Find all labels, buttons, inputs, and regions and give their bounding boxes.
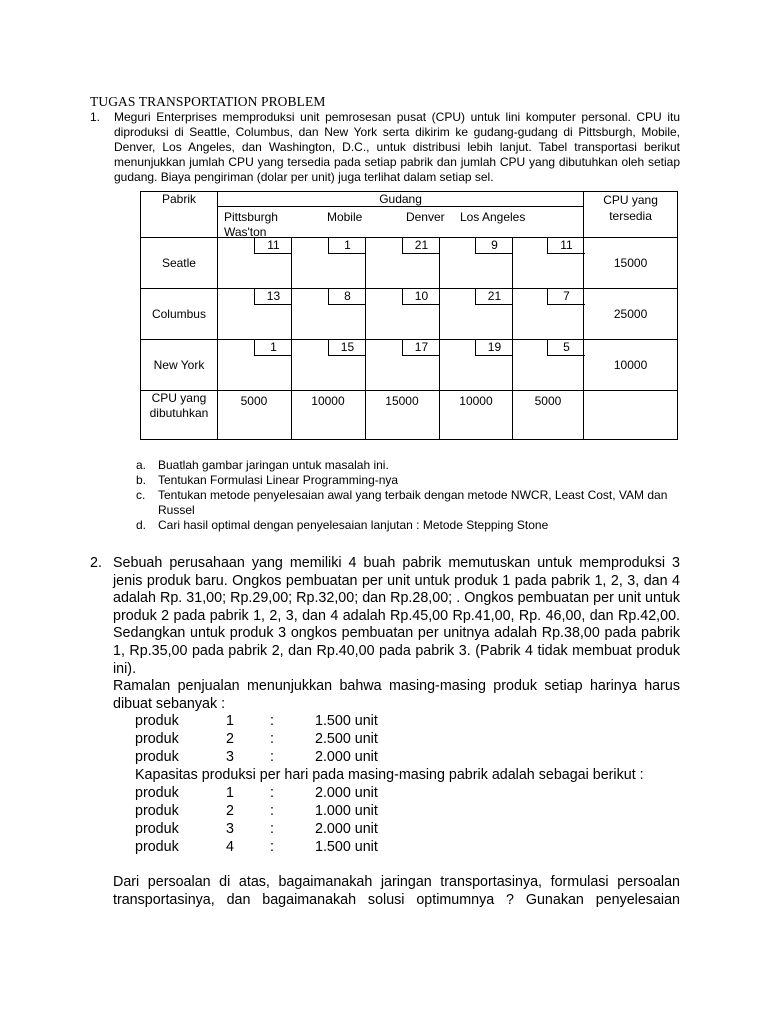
- list-item: a. Buatlah gambar jaringan untuk masalah ini.: [136, 458, 389, 472]
- question-number: 2.: [90, 555, 102, 571]
- row-label: Columbus: [141, 289, 218, 340]
- supply-value: 15000: [584, 238, 678, 289]
- cost-value: 19: [475, 340, 513, 356]
- header-cpu-tersedia: CPU yang tersedia: [584, 192, 678, 238]
- supply-value: 25000: [584, 289, 678, 340]
- header-gudang: Gudang: [217, 192, 583, 207]
- question-paragraph: Ramalan penjualan menunjukkan bahwa masing-masing produk setiap harinya harus dibuat sebanyak :: [113, 678, 680, 712]
- demand-value: 5000: [240, 394, 268, 408]
- cost-value: 11: [547, 238, 585, 254]
- question-number: 1.: [90, 110, 101, 124]
- list-item: produk 3 : 2.000 unit: [135, 820, 378, 837]
- cost-value: 5: [547, 340, 585, 356]
- question-paragraph: Sebuah perusahaan yang memiliki 4 buah pabrik memutuskan untuk memproduksi 3 jenis produk baru. Ongkos pembuatan per unit untuk produk 1 pada pabrik 1, 2, 3, dan 4 adalah Rp. 31,00; Rp.29,00; Rp.32,00; dan Rp.28,00; . Ongkos pembuatan per unit untuk produk 2 pada pabrik 1, 2, 3, dan 4 adalah Rp.45,00 Rp.41,00, Rp. 46,00, dan Rp.42,00. Sedangkan untuk produk 3 ongkos pembuatan per unitnya adalah Rp.38,00 pada pabrik 1, Rp.35,00 pada pabrik 2, dan Rp.40,00 pada pabrik 3. (Pabrik 4 tidak membuat produk ini).: [113, 555, 680, 677]
- supply-value: 10000: [584, 340, 678, 391]
- demand-value: 10000: [459, 394, 493, 408]
- demand-supply-cell: [584, 391, 678, 440]
- column-header: Los Angeles: [459, 210, 526, 224]
- list-item: produk 2 : 1.000 unit: [135, 802, 378, 819]
- forecast-list: [113, 713, 680, 767]
- cost-value: 11: [254, 238, 292, 254]
- list-item: produk 1 : 1.500 unit: [135, 713, 378, 730]
- demand-value: 10000: [311, 394, 345, 408]
- cost-value: 13: [254, 289, 292, 305]
- column-header: Was'ton: [223, 225, 267, 239]
- demand-value: 5000: [534, 394, 562, 408]
- row-label: New York: [141, 340, 218, 391]
- list-item: produk 4 : 1.500 unit: [135, 838, 378, 855]
- warehouse-columns: [217, 207, 583, 238]
- demand-value: 15000: [385, 394, 419, 408]
- question-1-subitems: [136, 458, 680, 533]
- cost-value: 1: [328, 238, 366, 254]
- cost-value: 10: [402, 289, 440, 305]
- cost-cells: [217, 238, 583, 289]
- closing-paragraph-line: Dari persoalan di atas, bagaimanakah jaringan transportasinya, formulasi persoalan: [113, 873, 680, 890]
- cost-value: 21: [402, 238, 440, 254]
- header-pabrik: Pabrik: [141, 192, 218, 238]
- list-item: produk 3 : 2.000 unit: [135, 749, 378, 766]
- list-item: c. Tentukan metode penyelesaian awal yang terbaik dengan metode NWCR, Least Cost, VAM dan Russel: [136, 488, 668, 517]
- cost-value: 7: [547, 289, 585, 305]
- capacity-intro: Kapasitas produksi per hari pada masing-masing pabrik adalah sebagai berikut :: [135, 767, 644, 784]
- capacity-list: [113, 785, 680, 857]
- list-item: produk 1 : 2.000 unit: [135, 784, 378, 801]
- column-header: Pittsburgh: [223, 210, 278, 224]
- column-header: Mobile: [326, 210, 363, 224]
- transportation-table: [140, 191, 678, 440]
- cost-value: 21: [475, 289, 513, 305]
- list-item: produk 2 : 2.500 unit: [135, 731, 378, 748]
- closing-paragraph-line: transportasinya, dan bagaimanakah solusi optimumnya ? Gunakan penyelesaian: [113, 891, 680, 908]
- cost-value: 15: [328, 340, 366, 356]
- question-text: Meguri Enterprises memproduksi unit pemrosesan pusat (CPU) untuk lini komputer personal. CPU itu diproduksi di Seattle, Columbus, dan New York serta dikirim ke gudang-gudang di Pittsburgh, Mobile, Denver, Los Angeles, dan Washington, D.C., untuk distribusi lebih lanjut. Tabel transportasi berikut menunjukkan jumlah CPU yang tersedia pada setiap pabrik dan jumlah CPU yang dibutuhkan oleh setiap gudang. Biaya pengiriman (dolar per unit) juga terlihat dalam setiap sel.: [114, 110, 680, 184]
- cost-cells: [217, 340, 583, 391]
- question-2: [90, 555, 680, 909]
- cost-value: 1: [254, 340, 292, 356]
- demand-label: CPU yang dibutuhkan: [141, 391, 218, 440]
- list-item: b. Tentukan Formulasi Linear Programming-nya: [136, 473, 399, 487]
- demand-cells: [217, 391, 583, 440]
- document-title: TUGAS TRANSPORTATION PROBLEM: [90, 94, 326, 109]
- row-label: Seatle: [141, 238, 218, 289]
- cost-cells: [217, 289, 583, 340]
- cost-value: 9: [475, 238, 513, 254]
- cost-value: 17: [402, 340, 440, 356]
- column-header: Denver: [405, 210, 445, 224]
- question-1: [90, 110, 680, 185]
- cost-value: 8: [328, 289, 366, 305]
- list-item: d. Cari hasil optimal dengan penyelesaian lanjutan : Metode Stepping Stone: [136, 518, 549, 532]
